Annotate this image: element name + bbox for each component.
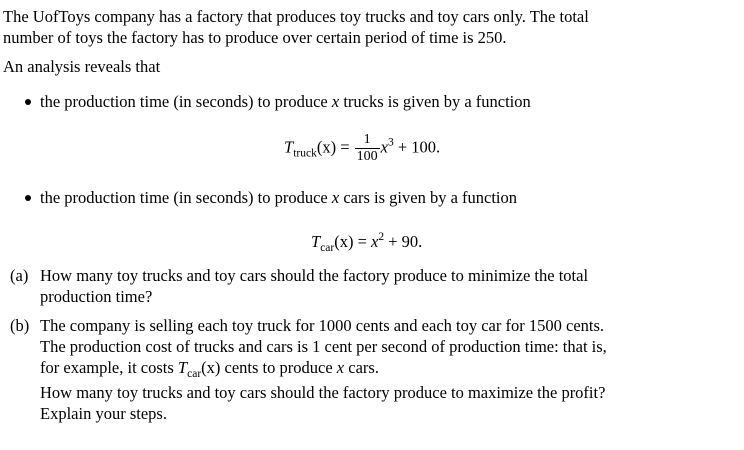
part-b-label: (b) bbox=[10, 316, 30, 335]
part-a-line-2: production time? bbox=[40, 287, 153, 306]
part-b-line-2: The production cost of trucks and cars is 1 cent per second of production time: that is, bbox=[40, 337, 607, 356]
bullet-dot-2 bbox=[25, 195, 31, 201]
intro-line-2: number of toys the factory has to produce over certain period of time is 250. bbox=[3, 28, 507, 47]
bullet-dot-1 bbox=[25, 99, 31, 105]
fraction: $\frac{1}{100}$ bbox=[356, 132, 378, 164]
part-b-line-3: for example, it costs $T_{car}(x)$ cents to produce x cars. bbox=[40, 358, 379, 380]
part-a-line-1: How many toy trucks and toy cars should the factory produce to minimize the total bbox=[40, 266, 589, 285]
part-b-line-5: Explain your steps. bbox=[40, 404, 167, 423]
formula-car: $T_{car}(x) = x^2 + 90$. bbox=[311, 231, 423, 254]
formula-truck: $T_{truck}(x)$ = $\frac{1}{100}$ $x^3 + 100$. bbox=[284, 132, 441, 164]
bullet-2-text: the production time (in seconds) to produce x cars is given by a function bbox=[40, 188, 518, 207]
bullet-1-text: the production time (in seconds) to produce x trucks is given by a function bbox=[40, 92, 531, 111]
part-b-line-4: How many toy trucks and toy cars should the factory produce to maximize the profit? bbox=[40, 383, 606, 402]
part-a-label: (a) bbox=[10, 266, 29, 285]
intro-line-1: The UofToys company has a factory that produces toy trucks and toy cars only. The total bbox=[3, 7, 589, 26]
intro-line-3: An analysis reveals that bbox=[3, 57, 161, 76]
part-b-line-1: The company is selling each toy truck for 1000 cents and each toy car for 1500 cents. bbox=[40, 316, 605, 335]
